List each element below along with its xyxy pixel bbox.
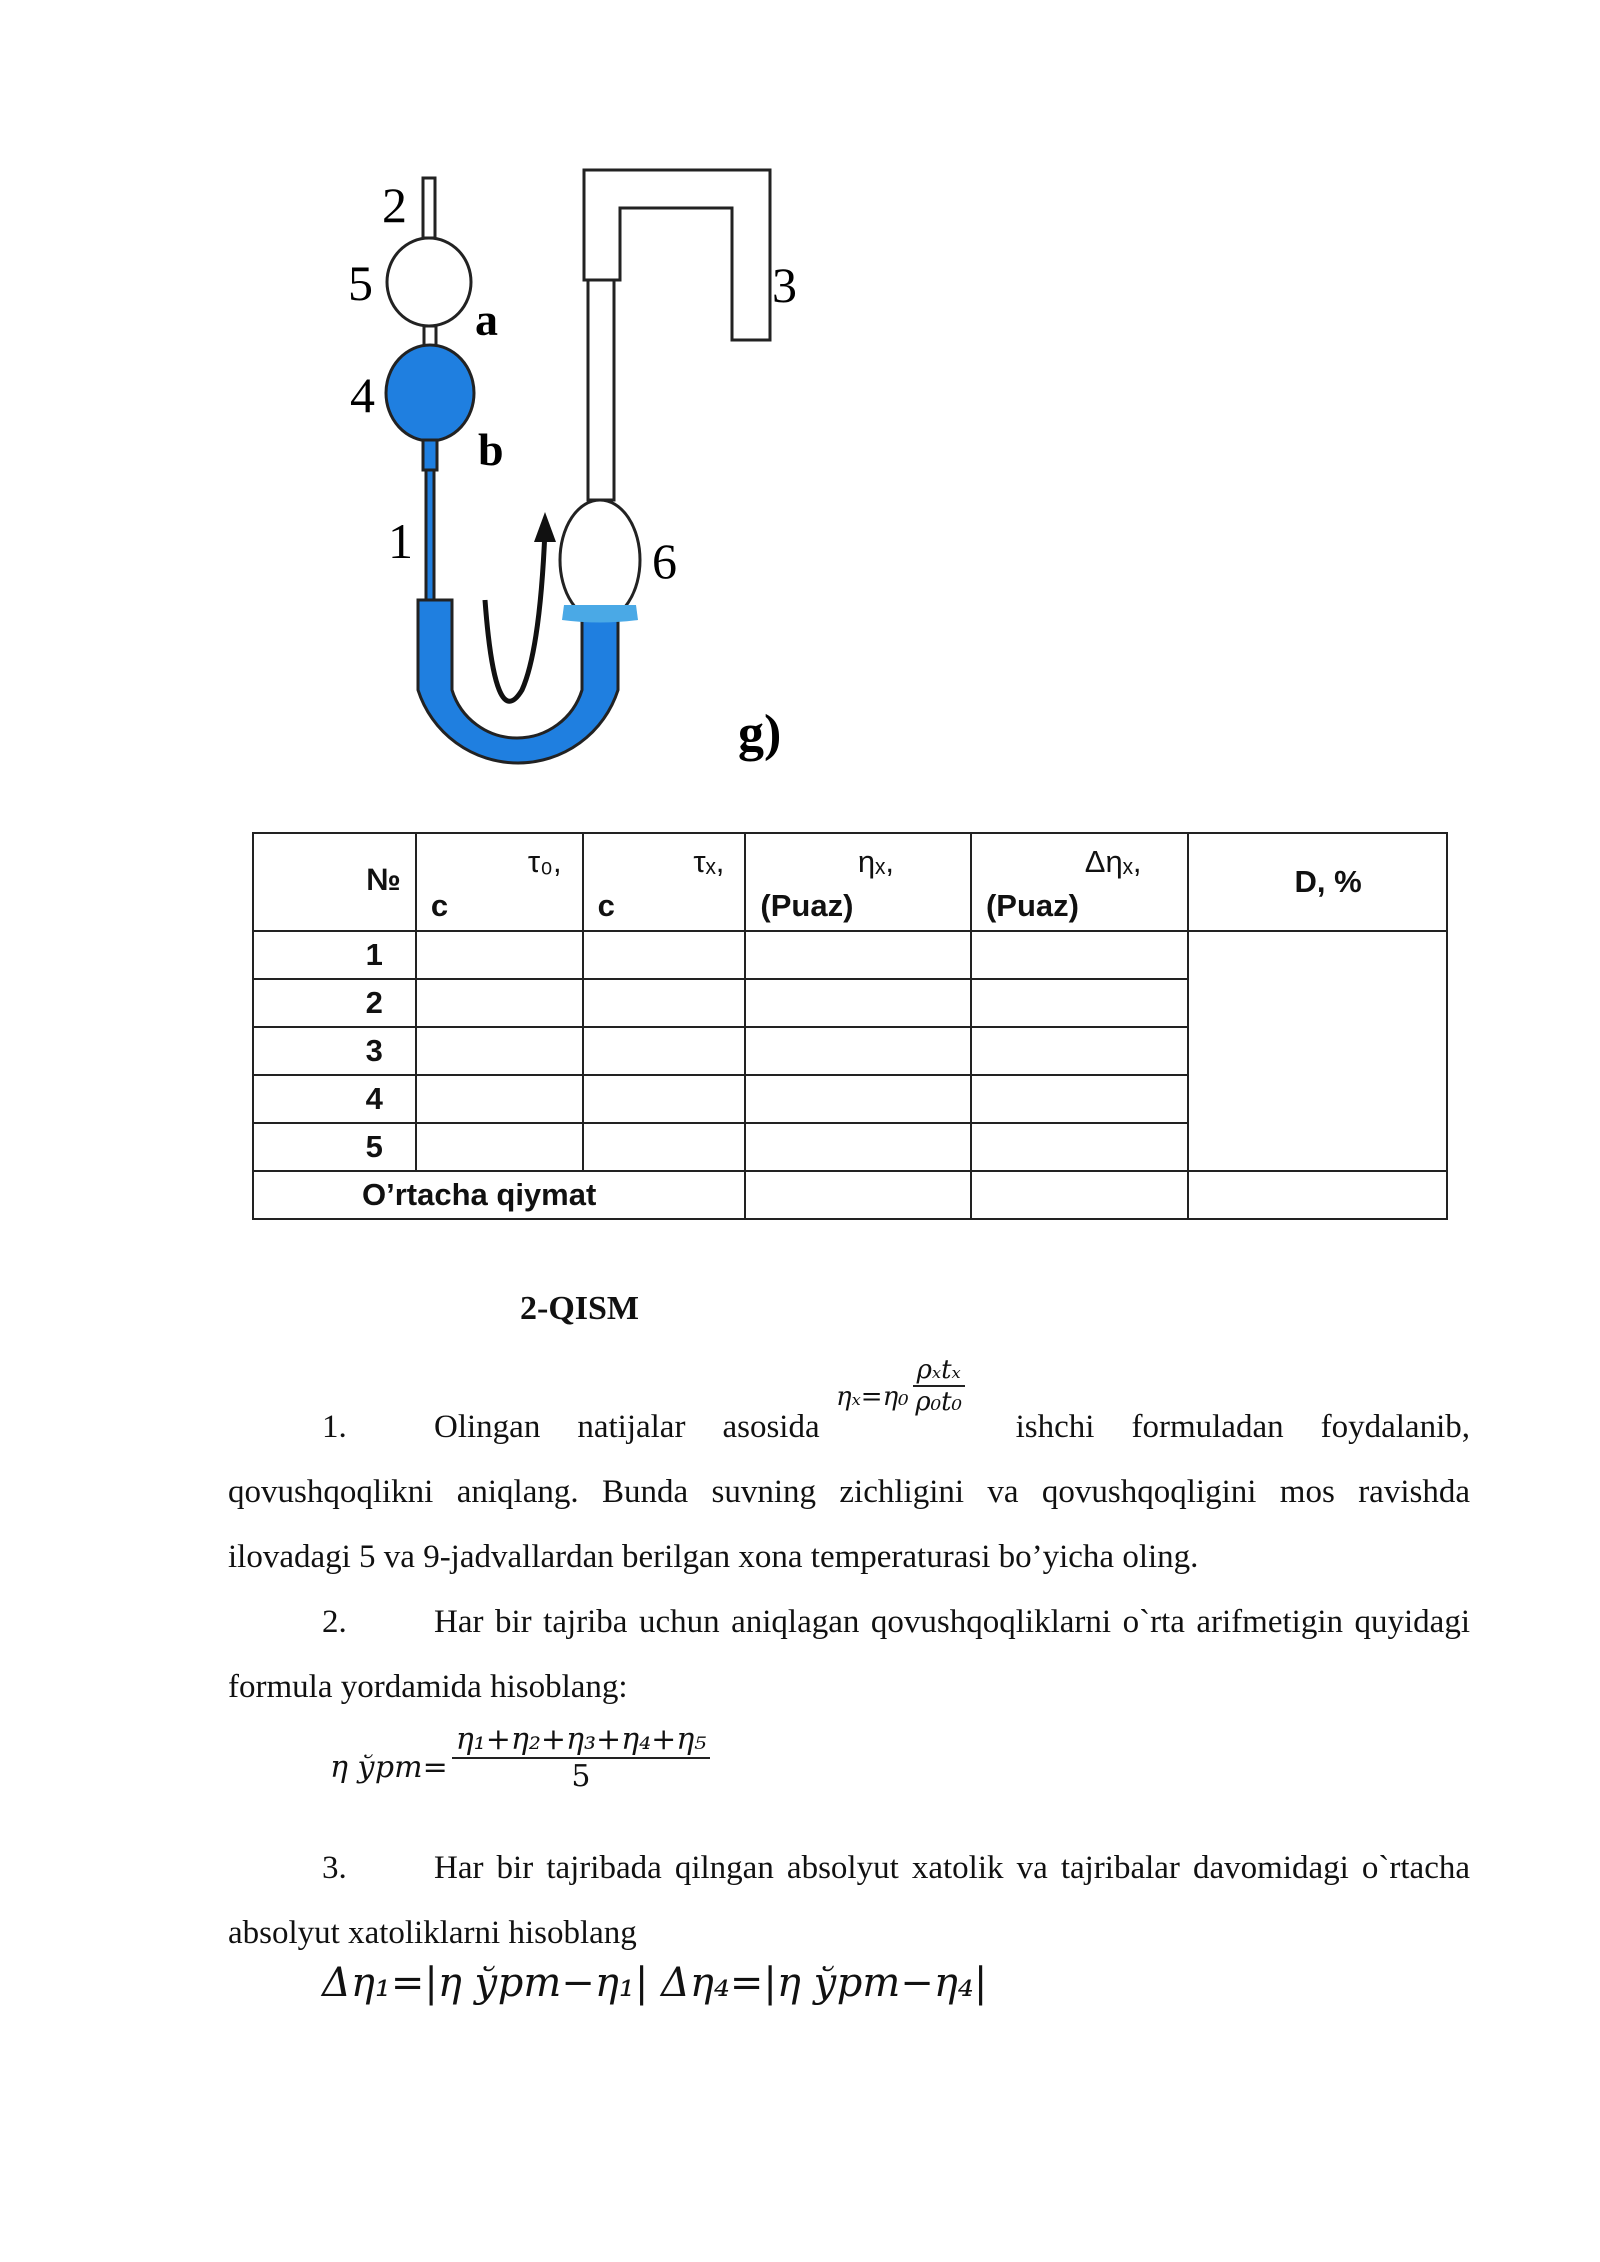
- figure-caption: g): [738, 705, 782, 762]
- label-2: 2: [382, 177, 407, 233]
- formula-absolute-error: Δη₁=|η ўрm−η₁| Δη₄=|η ўрm−η₄|: [322, 1960, 988, 2006]
- formula-viscosity: ηₓ=η₀ ρₓtₓ ρ₀t₀: [836, 1355, 965, 1417]
- row-number: 1: [253, 931, 416, 979]
- item-1: 1. Olingan natijalar asosida ishchi formuladan foydalanib, qovushqoqlikni aniqlang. Bunda suvning zichligini va qovushqoqligini mos ravishda ilovadagi 5 va 9-jadvallardan berilgan xona temperaturasi bo’yicha oling.: [228, 1409, 1470, 1575]
- viscometer-diagram: [300, 150, 860, 790]
- section-title: 2-QISM: [520, 1290, 639, 1327]
- header-t0: τ₀, c: [416, 833, 583, 931]
- label-3: 3: [772, 257, 797, 313]
- header-eta-x: ηₓ, (Puaz): [745, 833, 971, 931]
- label-6: 6: [652, 533, 677, 589]
- table-header-row: [253, 833, 1447, 931]
- row-number: 4: [253, 1075, 416, 1123]
- item-2: 2. Har bir tajriba uchun aniqlagan qovushqoqliklarni o`rta arifmetigin quyidagi formula yordamida hisoblang:: [228, 1604, 1470, 1705]
- label-1: 1: [388, 513, 413, 569]
- header-number: №: [253, 833, 416, 931]
- table-row: [253, 931, 1447, 979]
- average-label: O’rtacha qiymat: [253, 1171, 745, 1219]
- header-tx: τₓ, c: [583, 833, 746, 931]
- row-number: 2: [253, 979, 416, 1027]
- label-4: 4: [350, 367, 375, 423]
- row-number: 3: [253, 1027, 416, 1075]
- item-3: 3. Har bir tajribada qilngan absolyut xatolik va tajribalar davomidagi o`rtacha absolyut xatoliklarni hisoblang: [228, 1850, 1470, 1951]
- d-percent-cell: [1188, 931, 1447, 1171]
- label-b: b: [478, 424, 504, 475]
- row-number: 5: [253, 1123, 416, 1171]
- results-table: [252, 832, 1448, 1220]
- header-d-percent: D, %: [1188, 833, 1447, 931]
- label-5: 5: [348, 255, 373, 311]
- label-a: a: [475, 294, 498, 345]
- table-footer-row: [253, 1171, 1447, 1219]
- header-delta-eta: Δηₓ, (Puaz): [971, 833, 1189, 931]
- formula-average: η ўрm= $\frac{\text{η₁+η₂+η₃+η₄+η₅}}{5}$: [330, 1722, 710, 1794]
